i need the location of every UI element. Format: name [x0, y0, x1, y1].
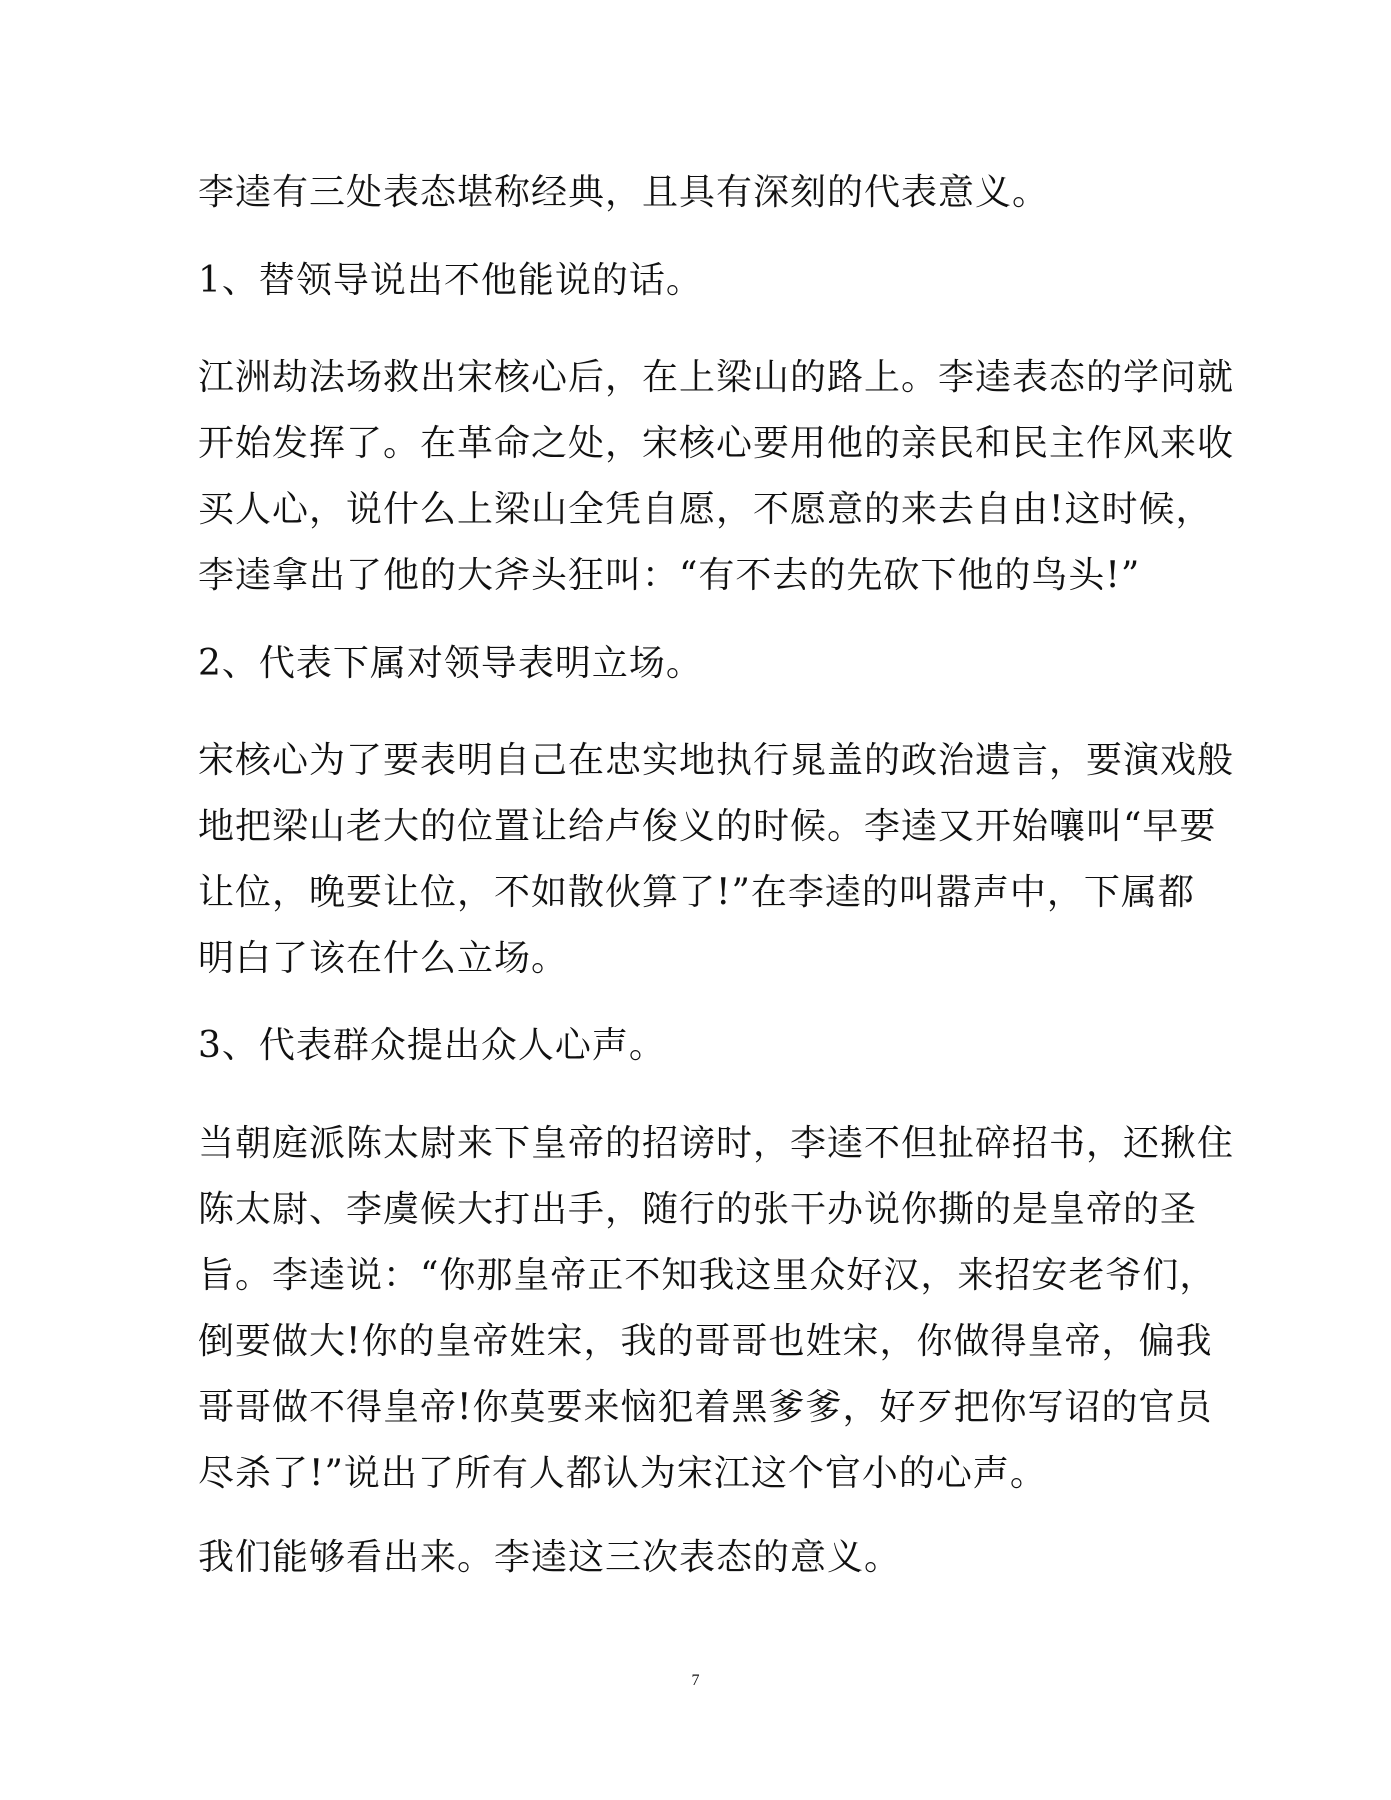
text-line: 地把梁山老大的位置让给卢俊义的时候。李逵又开始嚷叫“早要 [198, 806, 1217, 847]
text-line: 江洲劫法场救出宋核心后，在上梁山的路上。李逵表态的学问就 [198, 357, 1235, 398]
heading-point-3 [198, 1013, 1198, 1079]
text-line: 宋核心为了要表明自己在忠实地执行晁盖的政治遗言，要演戏般 [198, 740, 1235, 781]
text-line: 李逵拿出了他的大斧头狂叫：“有不去的先砍下他的鸟头!” [198, 555, 1141, 596]
page-number: 7 [691, 1672, 700, 1689]
text-line: 买人心，说什么上梁山全凭自愿，不愿意的来去自由!这时候， [198, 489, 1213, 530]
paragraph-conclusion [198, 1525, 1198, 1591]
paragraph-point-3-body [198, 1111, 1235, 1507]
heading-point-1 [198, 248, 1198, 314]
paragraph-point-1-body [198, 345, 1235, 609]
text-line: 2、代表下属对领导表明立场。 [198, 643, 703, 684]
text-line: 明白了该在什么立场。 [198, 938, 569, 979]
text-line: 陈太尉、李虞候大打出手，随行的张干办说你撕的是皇帝的圣 [198, 1189, 1198, 1230]
paragraph-point-2-body [198, 728, 1235, 992]
text-line: 开始发挥了。在革命之处，宋核心要用他的亲民和民主作风来收 [198, 423, 1235, 464]
heading-point-2 [198, 631, 1198, 697]
text-line: 当朝庭派陈太尉来下皇帝的招谤时，李逵不但扯碎招书，还揪住 [198, 1123, 1235, 1164]
paragraph-intro [198, 160, 1198, 226]
text-line: 让位，晚要让位，不如散伙算了!”在李逵的叫嚣声中，下属都 [198, 872, 1195, 913]
text-line: 3、代表群众提出众人心声。 [198, 1025, 666, 1066]
text-line: 倒要做大!你的皇帝姓宋，我的哥哥也姓宋，你做得皇帝，偏我 [198, 1321, 1213, 1362]
text-line: 尽杀了!”说出了所有人都认为宋江这个官小的心声。 [198, 1453, 1047, 1494]
text-line: 旨。李逵说：“你那皇帝正不知我这里众好汉，来招安老爷们， [198, 1255, 1217, 1296]
text-line: 1、替领导说出不他能说的话。 [198, 260, 703, 301]
text-line: 李逵有三处表态堪称经典，且具有深刻的代表意义。 [198, 172, 1050, 213]
text-line: 我们能够看出来。李逵这三次表态的意义。 [198, 1537, 902, 1578]
text-line: 哥哥做不得皇帝!你莫要来恼犯着黑爹爹，好歹把你写诏的官员 [198, 1387, 1213, 1428]
